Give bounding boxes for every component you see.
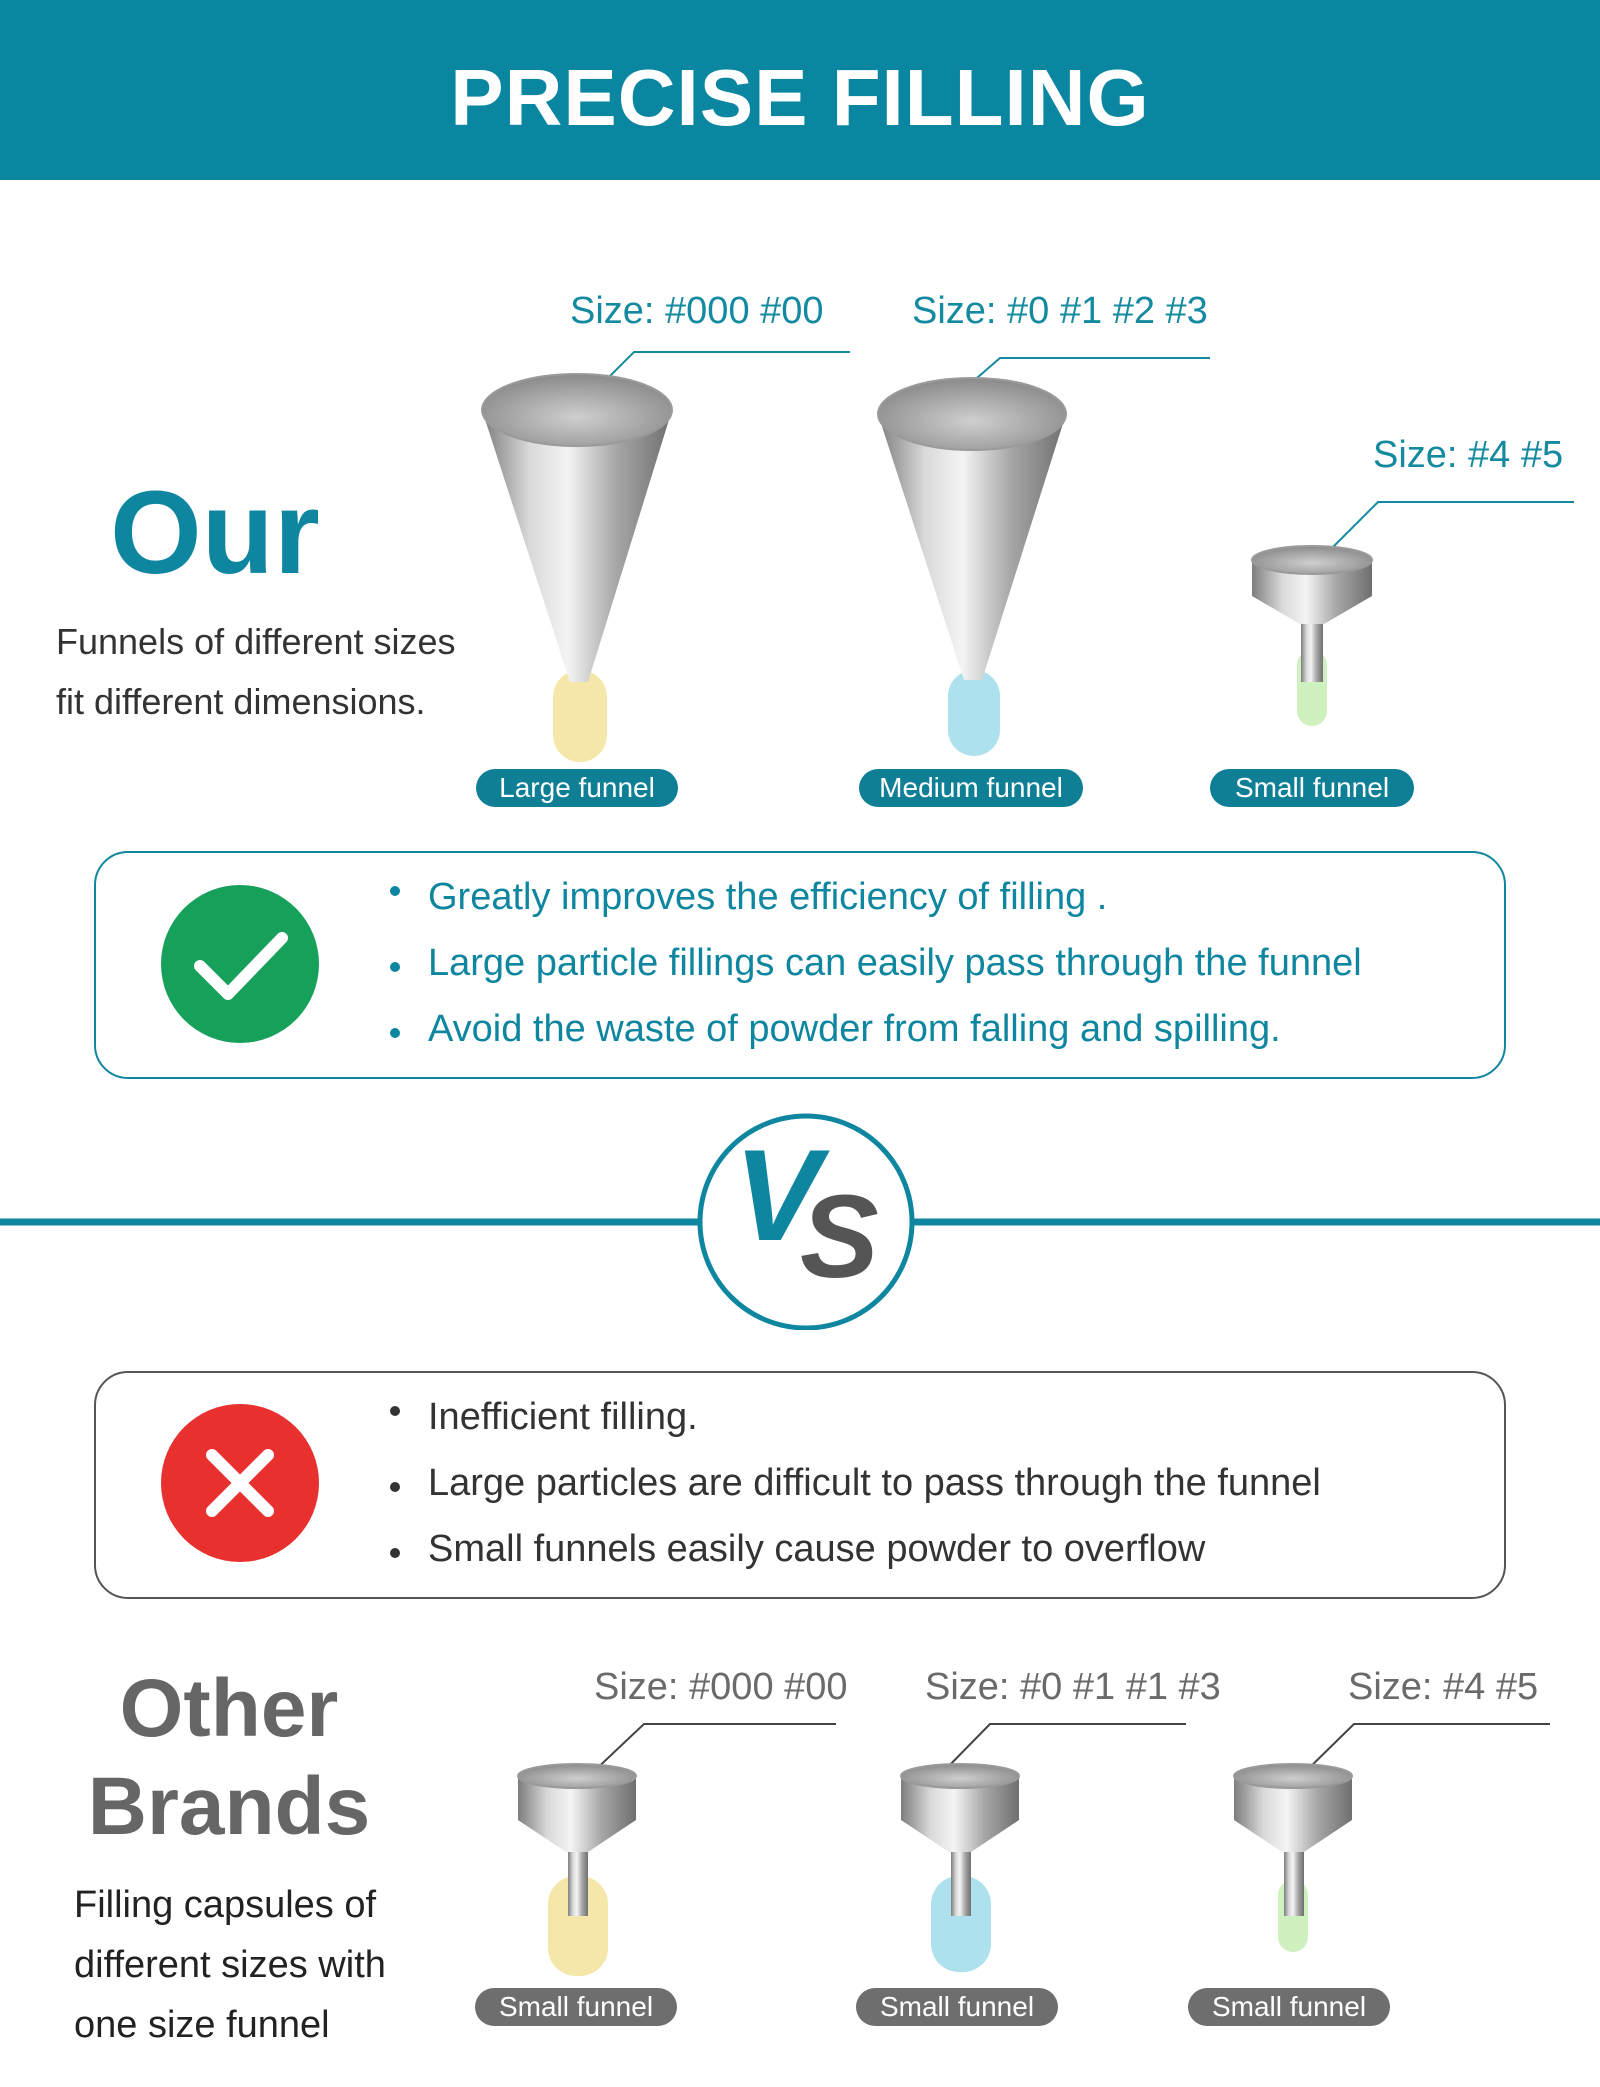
other-description-line: Filling capsules of <box>74 1884 377 1926</box>
other-funnel-image-2 <box>895 1762 1025 1982</box>
size-label-large: Size: #000 #00 <box>570 290 824 332</box>
blue-capsule <box>948 670 1000 756</box>
large-funnel-label: Large funnel <box>476 769 678 807</box>
other-funnel-label-1: Small funnel <box>475 1988 677 2026</box>
our-heading: Our <box>110 467 320 599</box>
our-description <box>56 612 536 732</box>
vs-letter-v: V <box>734 1122 821 1268</box>
other-funnel-label-2: Small funnel <box>856 1988 1058 2026</box>
other-description-line: one size funnel <box>74 2004 330 2046</box>
cross-icon <box>160 1403 320 1563</box>
small-funnel-image <box>1248 540 1398 740</box>
our-description-line: fit different dimensions. <box>56 681 426 722</box>
small-funnel-label: Small funnel <box>1210 769 1414 807</box>
our-description-line: Funnels of different sizes <box>56 621 456 662</box>
other-heading-line: Other <box>119 1663 339 1754</box>
medium-funnel-image <box>868 370 1078 770</box>
medium-funnel-label: Medium funnel <box>859 769 1083 807</box>
other-size-label-3: Size: #4 #5 <box>1348 1666 1539 1708</box>
other-size-label-1: Size: #000 #00 <box>594 1666 848 1708</box>
other-heading-line: Brands <box>87 1761 371 1852</box>
other-funnel-image-3 <box>1228 1762 1358 1982</box>
other-funnel-image-1 <box>512 1762 642 1982</box>
other-funnel-label-3: Small funnel <box>1188 1988 1390 2026</box>
yellow-capsule <box>553 670 607 762</box>
other-description <box>74 1875 494 2055</box>
page-title: PRECISE FILLING <box>450 53 1150 142</box>
size-label-small: Size: #4 #5 <box>1373 434 1564 476</box>
other-size-label-2: Size: #0 #1 #1 #3 <box>925 1666 1221 1708</box>
size-label-medium: Size: #0 #1 #2 #3 <box>912 290 1208 332</box>
other-description-line: different sizes with <box>74 1944 386 1986</box>
other-leader-lines <box>0 1700 1600 1820</box>
vs-letter-s: S <box>800 1171 879 1303</box>
check-icon <box>160 884 320 1044</box>
